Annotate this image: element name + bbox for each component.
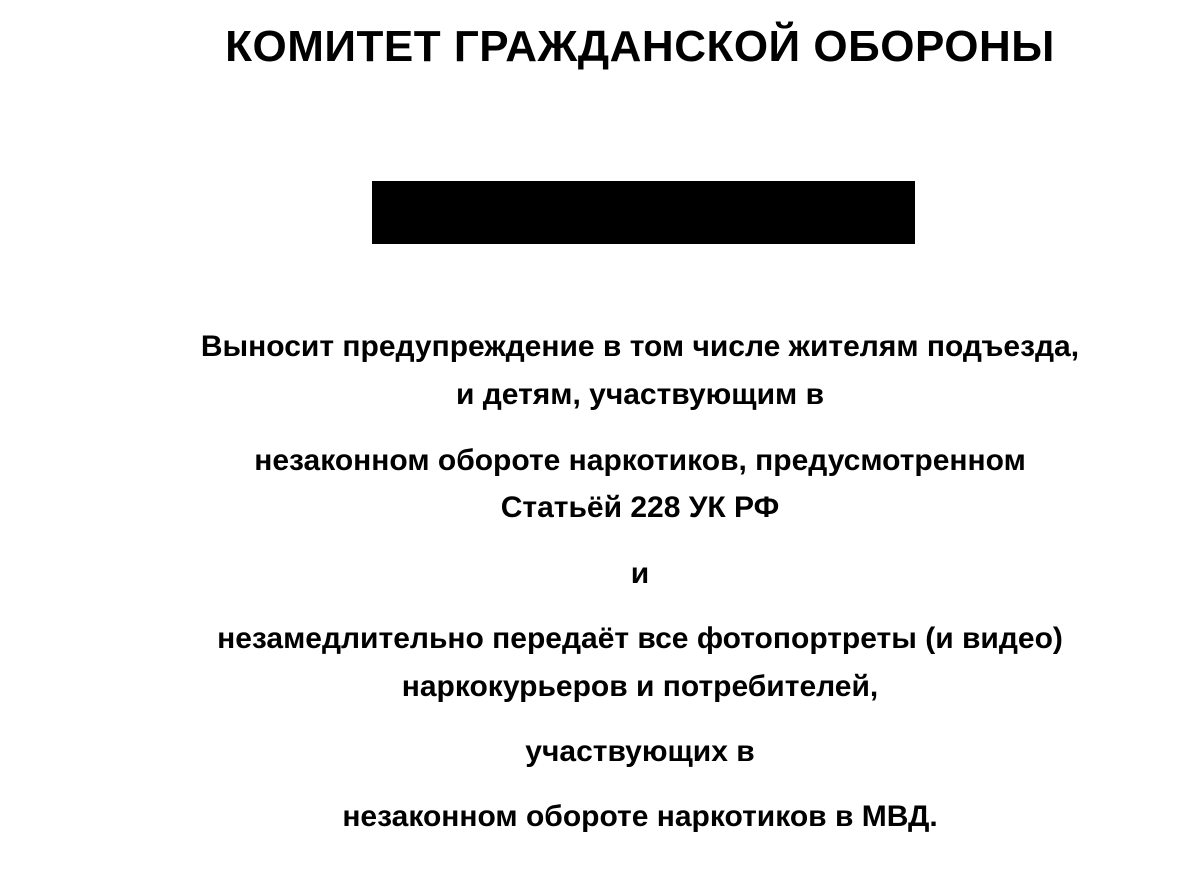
- body-line: незамедлительно передаёт все фотопортреты (и видео): [217, 622, 1063, 655]
- redaction-block: [372, 181, 915, 244]
- body-line: незаконном обороте наркотиков в МВД.: [342, 800, 938, 833]
- body-line: участвующих в: [525, 735, 755, 768]
- body-line: и: [630, 557, 650, 590]
- body-line: и детям, участвующим в: [455, 378, 825, 411]
- body-line: Статьёй 228 УК РФ: [500, 491, 780, 524]
- body-line: незаконном обороте наркотиков, предусмотренном: [254, 444, 1026, 477]
- document-title: КОМИТЕТ ГРАЖДАНСКОЙ ОБОРОНЫ: [225, 22, 1055, 71]
- body-line: наркокурьеров и потребителей,: [401, 670, 879, 703]
- body-line: Выносит предупреждение в том числе жителям подъезда,: [200, 330, 1080, 363]
